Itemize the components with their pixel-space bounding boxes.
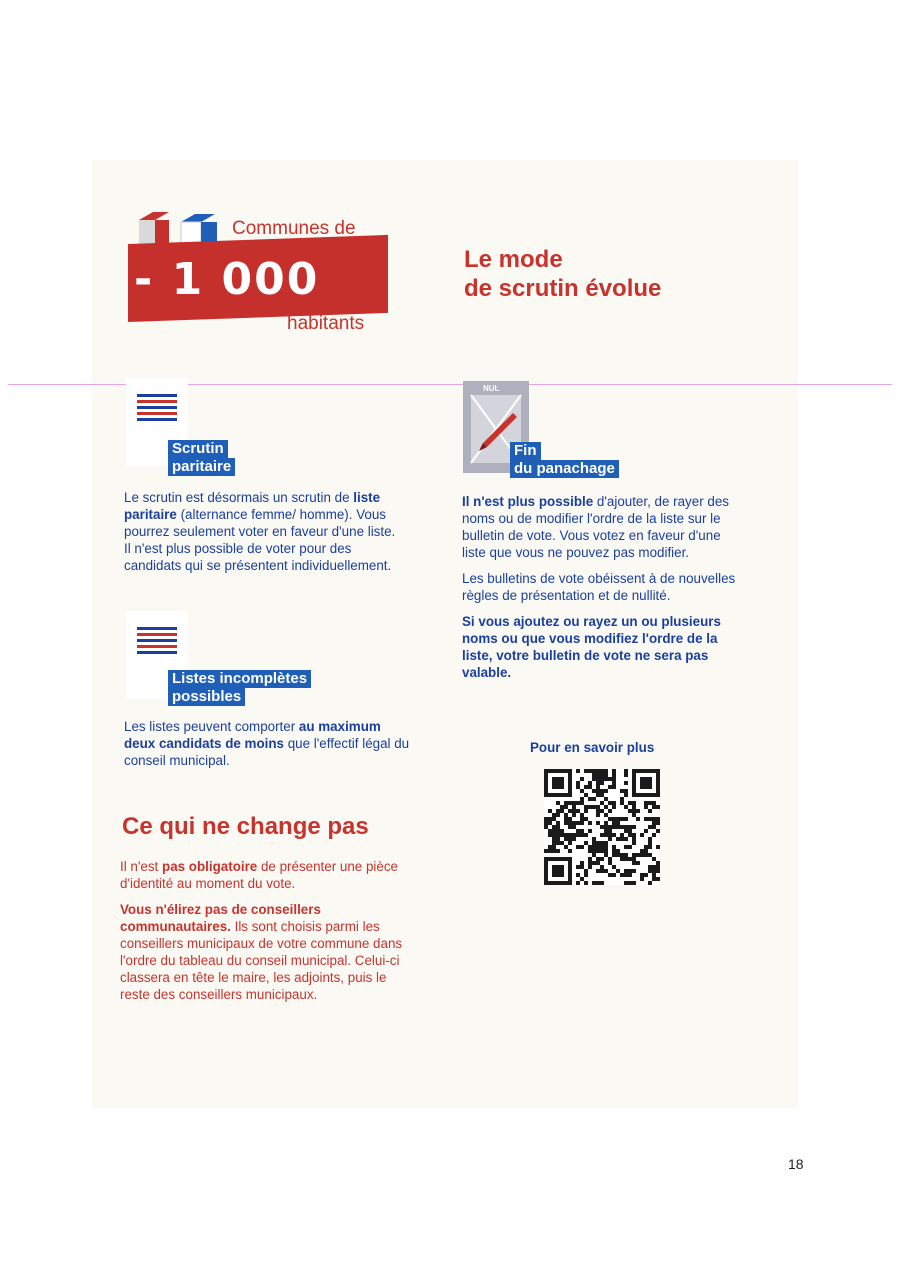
panachage-p1-bold: Il n'est plus possible bbox=[462, 494, 594, 509]
scrutin-tag-line2: paritaire bbox=[168, 458, 235, 476]
panachage-p2: Les bulletins de vote obéissent à de nouvelles règles de présentation et de nullité. bbox=[462, 571, 736, 603]
unchanged-p1-a: Il n'est bbox=[120, 859, 163, 874]
panachage-p3: Si vous ajoutez ou rayez un ou plusieurs noms ou que vous modifiez l'ordre de la liste, votre bulletin de vote ne sera pas valable. bbox=[462, 614, 721, 680]
unchanged-p2-bold: Vous n'élirez pas de conseillers communautaires. bbox=[120, 902, 321, 934]
panachage-text bbox=[462, 493, 747, 690]
scrutin-tag-line1: Scrutin bbox=[168, 440, 228, 458]
listes-text-bold: au maximum deux candidats de moins bbox=[124, 719, 381, 751]
panachage-p1-rest: d'ajouter, de rayer des noms ou de modifier l'ordre de la liste sur le bulletin de vote. Vous votez en faveur d'une liste que vous ne pouvez pas modifier. bbox=[462, 494, 729, 560]
listes-tag bbox=[168, 670, 311, 706]
panachage-tag bbox=[510, 442, 619, 478]
ballot-label: NUL bbox=[483, 384, 500, 393]
badge-line1: Communes de bbox=[232, 218, 356, 239]
listes-tag-line2: possibles bbox=[168, 688, 245, 706]
page-number: 18 bbox=[788, 1156, 804, 1172]
badge-number: - 1 000 bbox=[134, 254, 320, 305]
unchanged-title: Ce qui ne change pas bbox=[122, 813, 369, 840]
scrutin-text-bold: liste paritaire bbox=[124, 490, 381, 522]
title-line2: de scrutin évolue bbox=[464, 275, 662, 302]
title-line1: Le mode bbox=[464, 246, 563, 273]
listes-text-b: que l'effectif légal du conseil municipal. bbox=[124, 736, 410, 768]
unchanged-text bbox=[120, 858, 410, 1012]
scrutin-text bbox=[124, 489, 396, 583]
scrutin-text-b: (alternance femme/ homme). Vous pourrez seulement voter en faveur d'une liste. Il n'est plus possible de voter pour des candidats qui se présentent individuellement. bbox=[124, 507, 396, 573]
panachage-tag-line2: du panachage bbox=[510, 460, 619, 478]
unchanged-p2-rest: Ils sont choisis parmi les conseillers municipaux de votre commune dans l'ordre du tableau du conseil municipal. Celui-ci classera en tête le maire, les adjoints, puis le reste des conseillers municipaux. bbox=[120, 919, 403, 1002]
listes-text bbox=[124, 718, 412, 778]
scrutin-tag bbox=[168, 440, 235, 476]
panachage-tag-line1: Fin bbox=[510, 442, 541, 460]
page-title bbox=[464, 245, 661, 303]
unchanged-p1-b: de présenter une pièce d'identité au moment du vote. bbox=[120, 859, 398, 891]
scrutin-text-a: Le scrutin est désormais un scrutin de bbox=[124, 490, 354, 505]
unchanged-p1-bold: pas obligatoire bbox=[162, 859, 258, 874]
listes-text-a: Les listes peuvent comporter bbox=[124, 719, 299, 734]
listes-tag-line1: Listes incomplètes bbox=[168, 670, 311, 688]
badge-line2: habitants bbox=[287, 313, 365, 334]
qr-code[interactable] bbox=[544, 769, 660, 885]
learn-more-label: Pour en savoir plus bbox=[530, 740, 655, 755]
